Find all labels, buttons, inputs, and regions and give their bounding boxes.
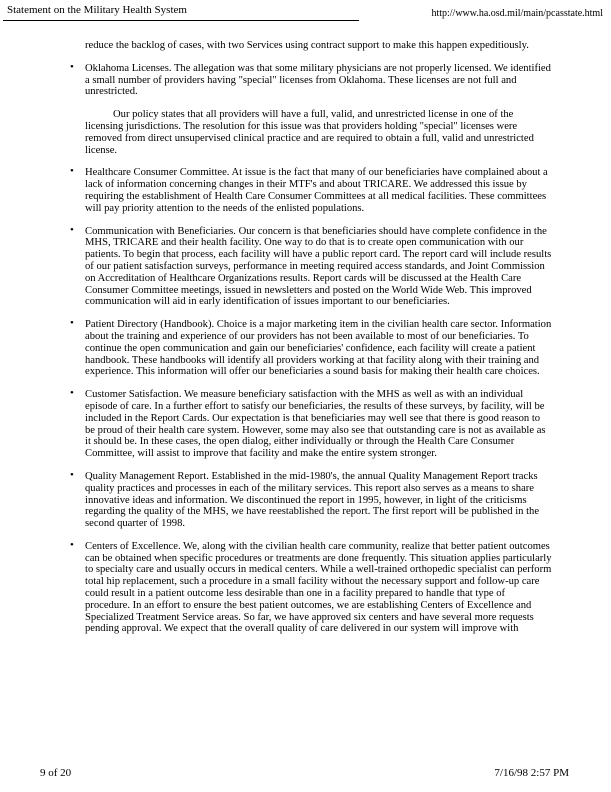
document-body <box>70 40 552 646</box>
list-item-text: Oklahoma Licenses. The allegation was that some military physicians are not properly licensed. We identified a small number of providers having "special" licenses from Oklahoma. These licenses are not full and unrestricted. <box>85 62 551 98</box>
list-item-text: Communication with Beneficiaries. Our concern is that beneficiaries should have complete confidence in the MHS, TRICARE and their health facility. One way to do that is to create open communication with our patients. To begin that process, each facility will have a public report card. The report card will include results of our patient satisfaction surveys, performance in meeting required access standards, and Joint Commission on Accreditation of Healthcare Organizations results. Report cards will be discussed at the Health Care Consumer Committee meetings, issued in newsletters and posted on the World Wide Web. This improved communication will aid in early identification of issues important to our beneficiaries. <box>85 225 552 308</box>
document-title: Statement on the Military Health System <box>7 4 187 16</box>
list-item-healthcare-consumer-committee <box>70 165 552 214</box>
list-item-quality-management-report <box>70 468 552 530</box>
print-timestamp: 7/16/98 2:57 PM <box>494 767 569 779</box>
list-item-oklahoma-licenses <box>70 60 552 98</box>
paragraph-continuation <box>85 40 552 52</box>
list-item-centers-of-excellence <box>70 538 552 635</box>
print-header <box>3 2 359 21</box>
list-item-text: Quality Management Report. Established in the mid-1980's, the annual Quality Management Report tracks quality practices and processes in each of the military services. This report also serves as a means to share innovative ideas and information. We discontinued the report in 1995, however, in light of the criticisms regarding the quality of the MHS, we have reestablished the report. The first report will be published in the second quarter of 1998. <box>85 470 540 530</box>
list-item-text: Customer Satisfaction. We measure beneficiary satisfaction with the MHS as well as with an individual episode of care. In a further effort to satisfy our beneficiaries, the results of these surveys, by facility, will be included in the Report Cards. Our expectation is that beneficiaries may well see that there is good reason to be proud of their health care system. However, some may also see that outstanding care is not as available as it should be. In these cases, the open dialog, either individually or through the Health Care Consumer Committee, will assist to improve that facility and make the entire system stronger. <box>85 389 546 460</box>
paragraph-policy <box>85 109 552 156</box>
bullet-icon: • <box>70 387 74 400</box>
bullet-icon: • <box>70 538 74 551</box>
bullet-icon: • <box>70 223 74 236</box>
document-url: http://www.ha.osd.mil/main/pcasstate.html <box>431 8 603 19</box>
bullet-icon: • <box>70 468 74 481</box>
bullet-icon: • <box>70 60 74 73</box>
list-item-text: Healthcare Consumer Committee. At issue is the fact that many of our beneficiaries have complained about a lack of information concerning changes in their MTF's and about TRICARE. We addressed this issue by requiring the establishment of Health Care Consumer Committees at all medical facilities. These committees will pay priority attention to the needs of the enlisted populations. <box>85 167 548 214</box>
list-item-text: Patient Directory (Handbook). Choice is a major marketing item in the civilian health care sector. Information about the training and experience of our providers has not been available to most of our beneficiaries. To continue the open communication and gain our beneficiaries' confidence, each facility will create a patient handbook. These handbooks will identify all providers working at that facility along with their training and experience. This information will offer our beneficiaries a sound basis for making their health care choices. <box>85 319 552 378</box>
list-item-communication-with-beneficiaries <box>70 223 552 309</box>
paragraph-text: Our policy states that all providers will have a full, valid, and unrestricted license in one of the licensing jurisdictions. The resolution for this issue was that providers holding "special" licenses were removed from direct unsupervised clinical practice and are required to obtain a full, valid and unrestricted license. <box>85 109 534 156</box>
list-item-customer-satisfaction <box>70 387 552 460</box>
paragraph-text: reduce the backlog of cases, with two Services using contract support to make this happen expeditiously. <box>85 40 529 51</box>
list-item-patient-directory <box>70 317 552 378</box>
page-number: 9 of 20 <box>40 767 72 779</box>
list-item-text: Centers of Excellence. We, along with the civilian health care community, realize that better patient outcomes can be obtained when specific procedures or treatments are done frequently. This situation applies particularly to specialty care and usually occurs in medical centers. While a well-trained orthopedic specialist can perform total hip replacement, such a procedure in a small facility without the necessary support and follow-up care could result in a patient outcome less desirable than one in a facility prepared to handle that type of procedure. In an effort to ensure the best patient outcomes, we are establishing Centers of Excellence and Specialized Treatment Service areas. So far, we have approved six centers and have several more requests pending approval. We expect that the overall quality of care delivered in our system will improve with <box>85 540 552 635</box>
bullet-icon: • <box>70 165 74 178</box>
bullet-icon: • <box>70 317 74 330</box>
